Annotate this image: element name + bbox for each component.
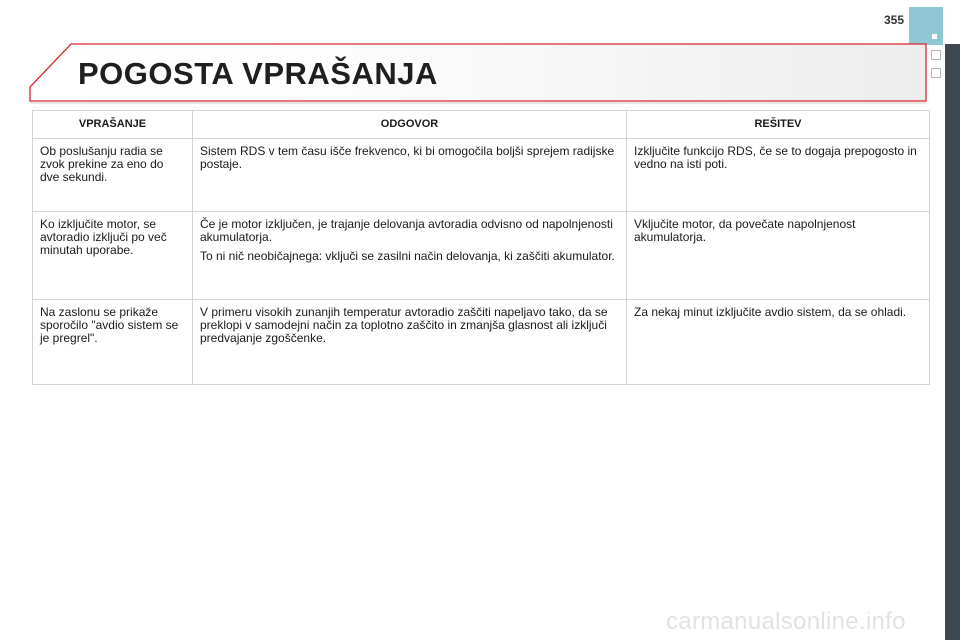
faq-table [32,110,930,385]
page-number: 355 [883,13,904,27]
header-answer: ODGOVOR [193,111,627,139]
table-row [33,212,930,300]
question-cell: Ob poslušanju radia se zvok prekine za eno do dve sekundi. [33,139,193,212]
watermark: carmanualsonline.info [666,608,906,635]
solution-cell: Izključite funkcijo RDS, če se to dogaja prepogosto in vedno na isti poti. [627,139,930,212]
question-cell: Ko izključite motor, se avtoradio izključi po več minutah uporabe. [33,212,193,300]
solution-cell: Za nekaj minut izključite avdio sistem, da se ohladi. [627,300,930,385]
answer-paragraph: Če je motor izključen, je trajanje delovanja avtoradia odvisno od napolnjenosti akumulatorja. [200,217,613,244]
answer-cell [193,300,627,385]
answer-paragraph: Sistem RDS v tem času išče frekvenco, ki bi omogočila boljši sprejem radijske postaje. [200,144,615,171]
table-row [33,300,930,385]
answer-cell [193,212,627,300]
table-row [33,139,930,212]
solution-cell: Vključite motor, da povečate napolnjenost akumulatorja. [627,212,930,300]
title-banner [0,0,960,110]
page-title: POGOSTA VPRAŠANJA [78,56,438,91]
header-solution: REŠITEV [627,111,930,139]
answer-paragraph: V primeru visokih zunanjih temperatur avtoradio zaščiti napeljavo tako, da se preklopi v samodejni način za toplotno zaščito in zmanjša glasnost ali izključi predvajanje zgoščenke. [200,305,608,345]
header-question: VPRAŠANJE [33,111,193,139]
side-bar [945,44,960,640]
question-cell: Na zaslonu se prikaže sporočilo "avdio sistem se je pregrel". [33,300,193,385]
table-header-row [33,111,930,139]
answer-paragraph: To ni nič neobičajnega: vključi se zasilni način delovanja, ki zaščiti akumulator. [200,249,615,263]
answer-cell [193,139,627,212]
